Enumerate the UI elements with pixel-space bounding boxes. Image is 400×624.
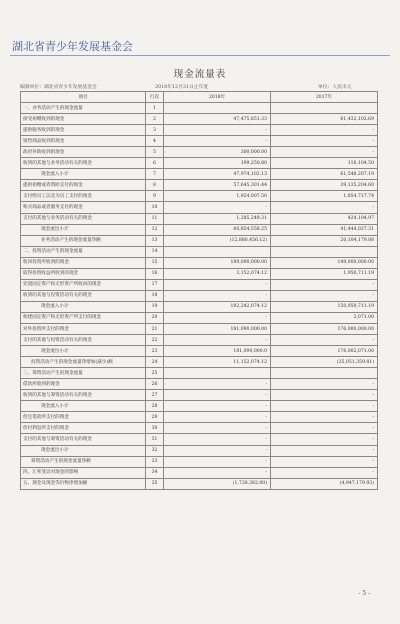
row-value-2017: (25,051,359.81) (271, 357, 378, 368)
row-line: 18 (146, 290, 164, 301)
row-value-2018: 192,242,074.12 (164, 301, 271, 312)
row-value-2018: 1,285,249.31 (164, 213, 271, 224)
row-value-2018: 47,475,851.33 (164, 114, 271, 125)
header-2017: 2017年 (271, 92, 378, 103)
row-value-2018 (164, 103, 271, 114)
row-item: 现金流出小计 (21, 445, 146, 456)
row-value-2017: - (271, 125, 378, 136)
row-value-2017: - (271, 423, 378, 434)
table-row (21, 412, 378, 423)
row-item: 收到的其他与筹资活动有关的现金 (21, 390, 146, 401)
header-line: 行次 (146, 92, 164, 103)
table-row (21, 136, 378, 147)
row-line: 20 (146, 312, 164, 323)
row-line: 30 (146, 423, 164, 434)
row-value-2018: 181,090,000.00 (164, 323, 271, 334)
row-line: 31 (146, 434, 164, 445)
row-value-2018: - (164, 279, 271, 290)
table-row (21, 379, 378, 390)
table-row (21, 268, 378, 279)
row-value-2017: 176,002,071.00 (271, 346, 378, 357)
table-row (21, 434, 378, 445)
row-item: 支付的其他与投资活动有关的现金 (21, 335, 146, 346)
row-item: 四、汇率变动对现金的影响 (21, 467, 146, 478)
table-row (21, 401, 378, 412)
row-item: 现金流出小计 (21, 224, 146, 235)
row-value-2017: 150,950,711.19 (271, 301, 378, 312)
row-item: 收到的其他与业务活动有关的现金 (21, 158, 146, 169)
row-value-2018: - (164, 290, 271, 301)
table-row (21, 202, 378, 213)
row-value-2017: 116,104.50 (271, 158, 378, 169)
table-row (21, 213, 378, 224)
row-item: 支付的其他与筹资活动有关的现金 (21, 434, 146, 445)
row-value-2018 (164, 368, 271, 379)
row-line: 4 (146, 136, 164, 147)
table-row (21, 235, 378, 246)
row-item: 三、筹资活动产生的现金流量 (21, 368, 146, 379)
currency-unit: 单位：人民币元 (318, 85, 352, 90)
row-value-2017 (271, 368, 378, 379)
report-title: 现金流量表 (173, 69, 227, 80)
row-value-2017: 424,104.97 (271, 213, 378, 224)
row-value-2017: 61,548,207.19 (271, 169, 378, 180)
row-value-2018: - (164, 379, 271, 390)
row-line: 28 (146, 401, 164, 412)
row-item: 偿付利息所支付的现金 (21, 423, 146, 434)
row-value-2017: - (271, 390, 378, 401)
row-value-2017: 2,071.00 (271, 312, 378, 323)
row-item: 购买商品或者服务支付的现金 (21, 202, 146, 213)
row-line: 23 (146, 346, 164, 357)
preparing-unit: 编制单位：湖北省青少年发展基金会 (20, 85, 97, 90)
row-value-2017: - (271, 401, 378, 412)
row-value-2017: - (271, 434, 378, 445)
row-value-2018: 300,000.00 (164, 147, 271, 158)
row-item: 支付给员工以及为员工支付的现金 (21, 191, 146, 202)
row-value-2018: 189,090,000.00 (164, 257, 271, 268)
table-row (21, 301, 378, 312)
row-value-2018: - (164, 467, 271, 478)
row-item: 销售商品收到的现金 (21, 136, 146, 147)
table-row (21, 158, 378, 169)
row-item: 接受捐赠收到的现金 (21, 114, 146, 125)
row-value-2018: - (164, 136, 271, 147)
table-row (21, 312, 378, 323)
table-row (21, 224, 378, 235)
page-number: - 5 - (358, 590, 370, 597)
row-line: 21 (146, 323, 164, 334)
row-value-2017: - (271, 290, 378, 301)
row-value-2018: - (164, 412, 271, 423)
row-line: 32 (146, 445, 164, 456)
table-header-row (21, 92, 378, 103)
row-value-2017: 176,000,000.00 (271, 323, 378, 334)
row-value-2017: - (271, 136, 378, 147)
row-item: 提供服务收到的现金 (21, 125, 146, 136)
row-value-2018: 60,854,558.25 (164, 224, 271, 235)
row-item: 现金流入小计 (21, 301, 146, 312)
row-value-2017 (271, 246, 378, 257)
row-value-2017: - (271, 412, 378, 423)
table-row (21, 191, 378, 202)
row-item: 偿还借款所支付的现金 (21, 412, 146, 423)
row-item: 投资活动产生的现金流量净增加(减少)额 (21, 357, 146, 368)
row-item: 五、现金及现金等价物净增加额 (21, 478, 146, 489)
table-row (21, 423, 378, 434)
row-value-2018: - (164, 456, 271, 467)
table-row (21, 335, 378, 346)
table-row (21, 114, 378, 125)
row-item: 现金流出小计 (21, 346, 146, 357)
row-value-2018: 1,924,007.50 (164, 191, 271, 202)
row-line: 6 (146, 158, 164, 169)
cash-flow-table (20, 91, 378, 490)
row-value-2017: - (271, 147, 378, 158)
row-line: 5 (146, 147, 164, 158)
row-value-2018: - (164, 423, 271, 434)
row-item: 政府补助收到的现金 (21, 147, 146, 158)
row-item: 对外投资所支付的现金 (21, 323, 146, 334)
row-line: 15 (146, 257, 164, 268)
row-value-2017: 149,000,000.00 (271, 257, 378, 268)
row-item: 购建固定资产和无形资产所支付的现金 (21, 312, 146, 323)
row-line: 19 (146, 301, 164, 312)
row-line: 10 (146, 202, 164, 213)
row-item: 提供捐赠或者资助支付的现金 (21, 180, 146, 191)
row-item: 现金流入小计 (21, 401, 146, 412)
table-row (21, 467, 378, 478)
row-line: 9 (146, 191, 164, 202)
row-value-2017: - (271, 279, 378, 290)
row-line: 22 (146, 335, 164, 346)
row-value-2018: 3,152,074.12 (164, 268, 271, 279)
table-row (21, 246, 378, 257)
row-line: 1 (146, 103, 164, 114)
row-line: 12 (146, 224, 164, 235)
row-line: 14 (146, 246, 164, 257)
row-value-2017: - (271, 202, 378, 213)
row-value-2018: - (164, 202, 271, 213)
row-item: 处置固定资产和无形资产所收回的现金 (21, 279, 146, 290)
row-line: 7 (146, 169, 164, 180)
row-value-2018: - (164, 335, 271, 346)
row-value-2017: 1,950,711.19 (271, 268, 378, 279)
row-line: 25 (146, 368, 164, 379)
row-value-2018: - (164, 434, 271, 445)
row-value-2018: 57,645,301.44 (164, 180, 271, 191)
row-line: 33 (146, 456, 164, 467)
row-item: 二、投资活动产生的现金流量 (21, 246, 146, 257)
table-row (21, 390, 378, 401)
row-item: 支付的其他与业务活动有关的现金 (21, 213, 146, 224)
table-row (21, 290, 378, 301)
row-line: 35 (146, 478, 164, 489)
table-row (21, 456, 378, 467)
row-value-2018: 11,152,074.12 (164, 357, 271, 368)
row-item: 收回投资所收到的现金 (21, 257, 146, 268)
header-2018: 2018年 (164, 92, 271, 103)
table-row (21, 323, 378, 334)
table-row (21, 357, 378, 368)
row-value-2017: - (271, 335, 378, 346)
row-item: 一、业务活动产生的现金流量 (21, 103, 146, 114)
row-value-2018 (164, 246, 271, 257)
table-row (21, 346, 378, 357)
row-value-2017: 1,854,717.74 (271, 191, 378, 202)
row-line: 26 (146, 379, 164, 390)
table-row (21, 478, 378, 489)
row-line: 13 (146, 235, 164, 246)
header-item: 项目 (21, 92, 146, 103)
row-line: 2 (146, 114, 164, 125)
row-value-2017: 61,432,102.69 (271, 114, 378, 125)
row-value-2018: 181,090,000.0 (164, 346, 271, 357)
report-period: 2018年12月31日止年度 (155, 85, 209, 90)
row-item: 现金流入小计 (21, 169, 146, 180)
row-line: 34 (146, 467, 164, 478)
table-row (21, 147, 378, 158)
row-item: 借款所收到的现金 (21, 379, 146, 390)
row-value-2017: - (271, 445, 378, 456)
row-value-2017: 20,104,179.88 (271, 235, 378, 246)
row-value-2017: - (271, 456, 378, 467)
row-value-2017: - (271, 379, 378, 390)
table-row (21, 103, 378, 114)
row-line: 24 (146, 357, 164, 368)
row-value-2017: 41,444,027.31 (271, 224, 378, 235)
row-line: 11 (146, 213, 164, 224)
row-value-2018: - (164, 445, 271, 456)
row-value-2018: - (164, 390, 271, 401)
row-value-2017 (271, 103, 378, 114)
header-rule (10, 55, 390, 56)
row-line: 27 (146, 390, 164, 401)
row-value-2017: 39,135,204.60 (271, 180, 378, 191)
row-value-2018: - (164, 125, 271, 136)
row-line: 29 (146, 412, 164, 423)
row-item: 收到的其他与投资活动有关的现金 (21, 290, 146, 301)
table-row (21, 257, 378, 268)
table-row (21, 279, 378, 290)
row-value-2018: - (164, 312, 271, 323)
row-line: 16 (146, 268, 164, 279)
row-line: 3 (146, 125, 164, 136)
row-value-2018: (1,728,382.00) (164, 478, 271, 489)
row-value-2017: (4,947,179.93) (271, 478, 378, 489)
table-row (21, 368, 378, 379)
row-item: 业务活动产生的现金流量净额 (21, 235, 146, 246)
organization-title: 湖北省青少年发展基金会 (12, 40, 133, 53)
table-row (21, 169, 378, 180)
row-line: 8 (146, 180, 164, 191)
row-value-2018: - (164, 401, 271, 412)
row-value-2018: (12,880,456.12) (164, 235, 271, 246)
row-value-2017: - (271, 467, 378, 478)
table-row (21, 180, 378, 191)
row-line: 17 (146, 279, 164, 290)
table-row (21, 445, 378, 456)
row-item: 筹资活动产生的现金流量净额 (21, 456, 146, 467)
row-value-2018: 47,974,102.13 (164, 169, 271, 180)
table-row (21, 125, 378, 136)
row-item: 取得投资收益所收到的现金 (21, 268, 146, 279)
row-value-2018: 199,250.80 (164, 158, 271, 169)
